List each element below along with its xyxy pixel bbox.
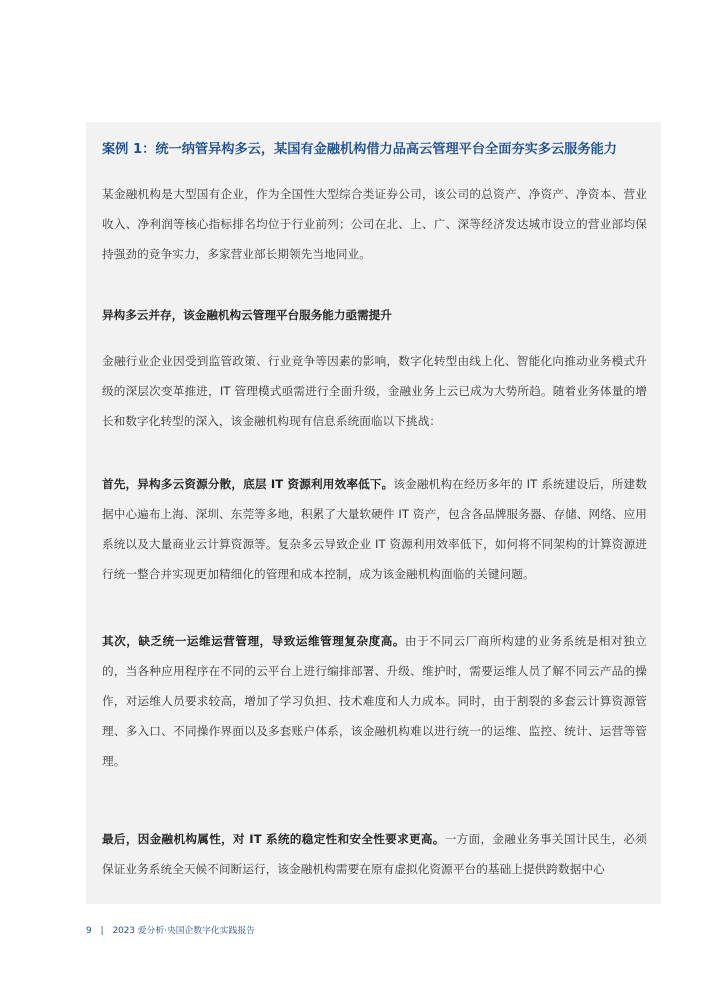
footer-separator: | bbox=[100, 926, 104, 936]
page-number: 9 bbox=[86, 926, 92, 936]
challenge-1-lead: 首先，异构多云资源分散，底层 IT 资源利用效率低下。 bbox=[102, 477, 394, 491]
case-title: 案例 1：统一纳管异构多云，某国有金融机构借力品高云管理平台全面夯实多云服务能力 bbox=[102, 142, 617, 157]
intro-paragraph: 某金融机构是大型国有企业，作为全国性大型综合类证券公司，该公司的总资产、净资产、净资本、营业收入、净利润等核心指标排名均位于行业前列；公司在北、上、广、深等经济发达城市设立的营业部均保持强劲的竞争实力，多家营业部长期领先当地同业。 bbox=[102, 187, 647, 261]
context-paragraph: 金融行业企业因受到监管政策、行业竞争等因素的影响，数字化转型由线上化、智能化向推动业务模式升级的深层次变革推进，IT 管理模式亟需进行全面升级，金融业务上云已成为大势所趋。随着业务体量的增长和数字化转型的深入，该金融机构现有信息系统面临以下挑战： bbox=[102, 354, 647, 428]
challenge-3-lead: 最后，因金融机构属性，对 IT 系统的稳定性和安全性要求更高。 bbox=[102, 832, 445, 846]
page-footer bbox=[86, 925, 255, 937]
challenge-1-paragraph bbox=[102, 469, 647, 589]
challenge-3-paragraph bbox=[102, 824, 647, 884]
challenge-2-paragraph bbox=[102, 626, 647, 776]
challenge-1-body: 该金融机构在经历多年的 IT 系统建设后，所建数据中心遍布上海、深圳、东莞等多地，积累了大量软硬件 IT 资产，包含各品牌服务器、存储、网络、应用系统以及大量商业云计算资源等。复杂多云导致企业 IT 资源利用效率低下，如何将不同架构的计算资源进行统一整合并实现更加精细化的管理和成本控制，成为该金融机构面临的关键问题。 bbox=[102, 477, 647, 581]
section-heading: 异构多云并存，该金融机构云管理平台服务能力亟需提升 bbox=[102, 308, 392, 322]
report-title: 2023 爱分析·央国企数字化实践报告 bbox=[112, 926, 255, 936]
challenge-2-body: 由于不同云厂商所构建的业务系统是相对独立的，当各种应用程序在不同的云平台上进行编排部署、升级、维护时，需要运维人员了解不同云产品的操作，对运维人员要求较高，增加了学习负担、技术难度和人力成本。同时，由于割裂的多套云计算资源管理、多入口、不同操作界面以及多套账户体系，该金融机构难以进行统一的运维、监控、统计、运营等管理。 bbox=[102, 634, 647, 768]
challenge-2-lead: 其次，缺乏统一运维运营管理，导致运维管理复杂度高。 bbox=[102, 634, 405, 648]
challenge-3-body: 一方面，金融业务事关国计民生，必须保证业务系统全天候不间断运行，该金融机构需要在原有虚拟化资源平台的基础上提供跨数据中心 bbox=[102, 832, 648, 876]
